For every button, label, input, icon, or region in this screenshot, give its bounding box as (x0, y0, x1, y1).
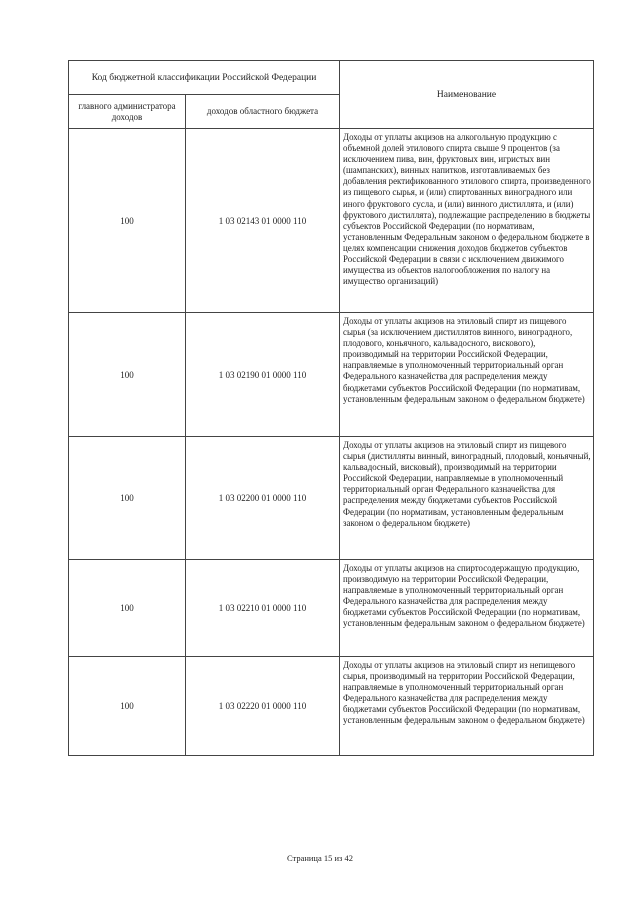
budget-classification-table (68, 60, 594, 756)
admin-code-cell: 100 (69, 129, 186, 313)
table-row (69, 313, 594, 437)
admin-code-cell: 100 (69, 437, 186, 560)
header-admin-code: главного администратора доходов (69, 95, 186, 129)
admin-code-cell: 100 (69, 560, 186, 657)
header-name: Наименование (340, 61, 594, 129)
revenue-code-cell: 1 03 02210 01 0000 110 (186, 560, 340, 657)
page-number: Страница 15 из 42 (286, 853, 354, 863)
revenue-code-cell: 1 03 02220 01 0000 110 (186, 657, 340, 756)
header-revenue-code: доходов областного бюджета (186, 95, 340, 129)
revenue-name-cell: Доходы от уплаты акцизов на этиловый спирт из пищевого сырья (дистилляты винный, виноградный, плодовый, коньячный, кальвадосный, висковый), производимый на территории Российской Федерации, направляемые в уполномоченный территориальный орган Федерального казначейства для распределения между бюджетами субъектов Российской Федерации (по нормативам, установленным федеральным законом о федеральном бюджете) (340, 437, 594, 560)
table-row (69, 657, 594, 756)
revenue-name-cell: Доходы от уплаты акцизов на алкогольную продукцию с объемной долей этилового спирта свыше 9 процентов (за исключением пива, вин, фруктовых вин, игристых вин (шампанских), винных напитков, изготавливаемых без добавления ректификованного этилового спирта, произведенного из пищевого сырья, и (или) спиртованных виноградного или иного фруктового сусла, и (или) винного дистиллята, и (или) фруктового дистиллята), подлежащие распределению в бюджеты субъектов Российской Федерации (по нормативам, установленным Федеральным законом о федеральном бюджете в целях компенсации снижения доходов бюджетов субъектов Российской Федерации в связи с исключением движимого имущества из объектов налогообложения по налогу на имущество организаций) (340, 129, 594, 313)
table-row (69, 129, 594, 313)
revenue-code-cell: 1 03 02200 01 0000 110 (186, 437, 340, 560)
header-row-group (69, 61, 594, 95)
header-classification-code: Код бюджетной классификации Российской Федерации (69, 61, 340, 95)
revenue-name-cell: Доходы от уплаты акцизов на этиловый спирт из непищевого сырья, производимый на территории Российской Федерации, направляемые в уполномоченный территориальный орган Федерального казначейства для распределения между бюджетами субъектов Российской Федерации (по нормативам, установленным федеральным законом о федеральном бюджете) (340, 657, 594, 756)
revenue-code-cell: 1 03 02190 01 0000 110 (186, 313, 340, 437)
table-row (69, 437, 594, 560)
admin-code-cell: 100 (69, 657, 186, 756)
revenue-name-cell: Доходы от уплаты акцизов на спиртосодержащую продукцию, производимую на территории Российской Федерации, направляемые в уполномоченный территориальный орган Федерального казначейства для распределения между бюджетами субъектов Российской Федерации (по нормативам, установленным федеральным законом о федеральном бюджете) (340, 560, 594, 657)
table-row (69, 560, 594, 657)
admin-code-cell: 100 (69, 313, 186, 437)
revenue-code-cell: 1 03 02143 01 0000 110 (186, 129, 340, 313)
revenue-name-cell: Доходы от уплаты акцизов на этиловый спирт из пищевого сырья (за исключением дистиллятов винного, виноградного, плодового, коньячного, кальвадосного, вискового), производимый на территории Российской Федерации, направляемые в уполномоченный территориальный орган Федерального казначейства для распределения между бюджетами субъектов Российской Федерации (по нормативам, установленным федеральным законом о федеральном бюджете) (340, 313, 594, 437)
